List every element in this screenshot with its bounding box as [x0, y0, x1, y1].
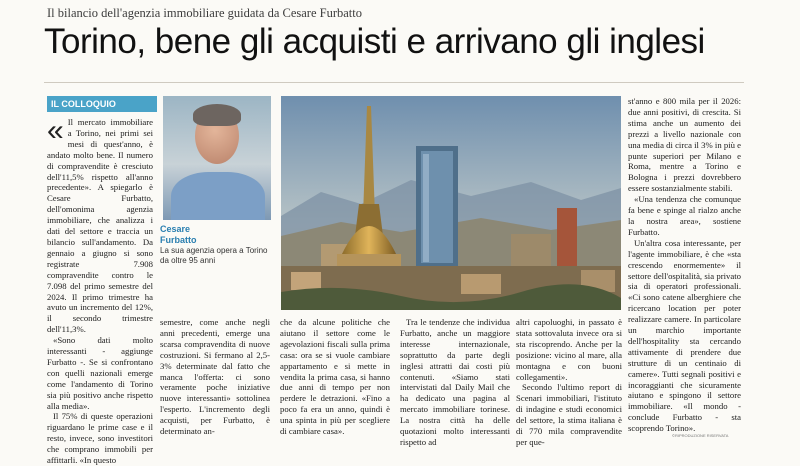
kicker: Il bilancio dell'agenzia immobiliare guidata da Cesare Furbatto — [47, 6, 362, 20]
portrait-hair — [193, 104, 241, 126]
article-column-5 — [516, 317, 622, 448]
article-column-6 — [628, 96, 741, 434]
article-column-4 — [400, 317, 510, 448]
column-6-paragraph: st'anno e 800 mila per il 2026: due anni positivi, di crescita. Si stima anche un aumento dei prezzi a livello nazionale con una media di circa il 3% in più e punte superiori per Milano e Roma, mentre a Torino e Bologna i prezzi dovrebbero essere sostanzialmente stabili. — [628, 96, 741, 194]
turin-skyline-photo — [281, 96, 621, 310]
portrait-photo — [163, 96, 271, 220]
column-2-paragraph: semestre, come anche negli anni precedenti, emerge una scarsa compravendita di nuove costruzioni. Si fermano al 2,5-3% determinate dal fatto che manca l'offerta: ci sono veramente poche iniziative nuove interessanti» sottolinea l'esperto. L'incremento degli acquisti, per Furbatto, è determinato an- — [160, 317, 270, 437]
caption-last-name: Furbatto — [160, 235, 197, 245]
column-3-paragraph: che da alcune politiche che aiutano il settore come le agevolazioni fiscali sulla prima casa: ora se si vuole cambiare appartamento e si mette in vendita la prima casa, si hanno due anni di tempo per non perdere le detrazioni. «Fino a poco fa era un anno, quindi è una spinta in più per scegliere di cambiare casa». — [280, 317, 390, 437]
column-4-paragraph: Tra le tendenze che individua Furbatto, anche un maggiore interesse internazionale, soprattutto da parte degli inglesi attratti dai costi più contenuti. «Siamo stati intervistati dal Daily Mail che ha dedicato una pagina al mercato immobiliare torinese. La nostra città ha delle quotazioni molto interessanti rispetto ad — [400, 317, 510, 447]
article-column-1 — [47, 114, 153, 466]
column-1-paragraph: «Sono dati molto interessanti - aggiunge Furbatto -. Se si confrontano con quelli nazionali emerge come l'andamento di Torino sia più positivo anche rispetto alla media». — [47, 335, 153, 411]
column-1-paragraph: Il 75% di queste operazioni riguardano le prime case e il resto, invece, sono investitori che comprano immobili per affittarli. «In questo — [47, 411, 153, 466]
paragraph-text: Il mercato immobiliare a Torino, nei primi sei mesi di quest'anno, è andato molto bene. Il numero di compravendite è cresciuto dell'11,5% rispetto all'anno precedente». A spiegarlo è Cesare Furbatto, dell'omonima agenzia immobiliare, che analizza i dati del settore e traccia un bilancio sull'andamento. Da gennaio a giugno si sono registrate 7.908 compravendite contro le 7.098 del primo semestre del 2024. Il primo trimestre ha avuto un incremento del 12%, il secondo trimestre dell'11,3%. — [47, 117, 153, 335]
column-6-paragraph: Un'altra cosa interessante, per l'agente immobiliare, è che «sta crescendo enormemente» il settore dell'ospitalità, sia privato sia di operatori professionali. «Ci sono catene alberghiere che ricercano location per poter realizzare camere. In particolare un marchio importante dell'hospitality sta cercando attivamente di prendere due strutture di un centinaio di camere». Tutti segnali positivi e incoraggianti che sicuramente aiutano e spingono il settore immobiliare. «Il mondo - conclude Furbatto - sta scoprendo Torino». — [628, 237, 741, 434]
headline: Torino, bene gli acquisti e arrivano gli inglesi — [44, 22, 705, 61]
copyright-note: ©RIPRODUZIONE RISERVATA — [672, 433, 729, 438]
divider — [44, 82, 744, 83]
column-6-paragraph: «Una tendenza che comunque fa bene e spinge al rialzo anche la nostra area», sostiene Furbatto. — [628, 194, 741, 237]
article-column-2 — [160, 317, 270, 437]
open-quote-icon: « — [47, 114, 64, 147]
portrait-shirt — [171, 172, 265, 220]
caption-text: La sua agenzia opera a Torino da oltre 95 anni — [160, 246, 268, 265]
caption-name — [160, 224, 197, 246]
article-column-3 — [280, 317, 390, 437]
column-5-paragraph: altri capoluoghi, in passato è stata sottovaluta invece ora si sta riscoprendo. Anche per la posizione: vicino al mare, alla montagna e con buoni collegamenti». — [516, 317, 622, 382]
section-label: IL COLLOQUIO — [47, 96, 157, 112]
column-5-paragraph: Secondo l'ultimo report di Scenari immobiliari, l'istituto di indagine e studi economici del settore, la stima italiana è di 770 mila compravendite per que- — [516, 382, 622, 447]
column-1-paragraph — [47, 114, 153, 335]
caption-first-name: Cesare — [160, 224, 191, 234]
